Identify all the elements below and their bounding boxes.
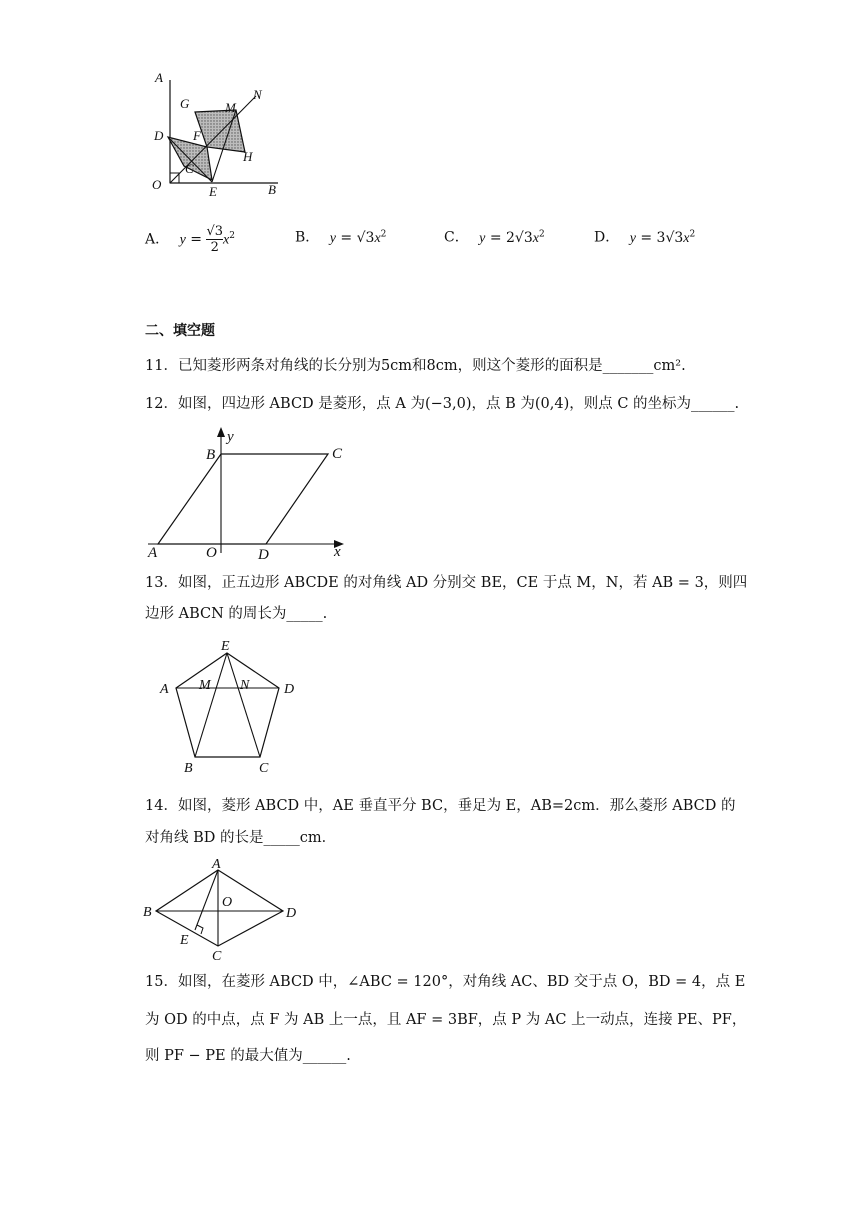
q13-label-N: N <box>240 678 250 693</box>
q15-text-line3: 则 PF − PE 的最大值为______. <box>145 1048 351 1064</box>
q14-label-C: C <box>212 949 222 964</box>
q10-option-a-formula: y = $\frac{√3}{2}$ $x^2$ <box>179 224 235 255</box>
q10-option-d-formula: $y = 3√3x^2$ <box>629 229 696 246</box>
q10-label-D: D <box>154 128 164 143</box>
q13-label-D: D <box>284 682 295 697</box>
q10-label-A: A <box>155 70 163 85</box>
q14-label-E: E <box>180 933 189 948</box>
q12-label-O: O <box>206 545 217 561</box>
q10-option-c-letter: C． <box>444 229 469 246</box>
q10-label-H: H <box>243 149 253 164</box>
q13-label-B: B <box>184 761 193 776</box>
q10-label-O: O <box>152 177 162 192</box>
q10-label-B: B <box>268 182 276 197</box>
q12-label-C: C <box>332 446 343 462</box>
q12-label-A: A <box>148 545 158 561</box>
q10-label-E: E <box>209 184 217 199</box>
q13-text-line2: 边形 ABCN 的周长为_____. <box>145 606 328 622</box>
q10-option-b-letter: B． <box>295 229 320 246</box>
q10-label-M: M <box>225 100 236 115</box>
q10-option-b-formula: $y = √3x^2$ <box>329 229 387 246</box>
q14-rhombus <box>156 870 283 946</box>
q12-label-x: x <box>334 544 341 560</box>
q14-label-A: A <box>212 857 221 872</box>
q13-label-M: M <box>199 678 211 693</box>
q13-label-E: E <box>221 639 230 654</box>
q14-label-D: D <box>286 906 297 921</box>
q14-label-O: O <box>222 895 233 910</box>
q10-option-d-letter: D． <box>594 229 620 246</box>
q14-text-line1: 14．如图，菱形 ABCD 中，AE 垂直平分 BC，垂足为 E，AB=2cm．那么菱形 ABCD 的 <box>145 798 736 814</box>
q11-text: 11．已知菱形两条对角线的长分别为5cm和8cm，则这个菱形的面积是_______cm². <box>145 358 686 374</box>
q14-right-angle <box>197 925 203 934</box>
q12-label-D: D <box>258 547 269 563</box>
q10-label-G: G <box>180 96 190 111</box>
q10-label-F: F <box>193 128 201 143</box>
q12-label-B: B <box>206 447 216 463</box>
q10-label-N: N <box>253 87 262 102</box>
q12-text: 12．如图，四边形 ABCD 是菱形，点 A 为(−3,0)，点 B 为(0,4)，则点 C 的坐标为______. <box>145 396 740 412</box>
q15-text-line1: 15．如图，在菱形 ABCD 中，∠ABC = 120°，对角线 AC、BD 交于点 O，BD = 4，点 E <box>145 974 746 990</box>
q13-label-C: C <box>259 761 269 776</box>
q14-line-ae <box>195 870 218 930</box>
q14-text-line2: 对角线 BD 的长是_____cm． <box>145 830 337 846</box>
q10-option-c-formula: $y = 2√3x^2$ <box>479 229 545 246</box>
q13-label-A: A <box>160 682 169 697</box>
q10-option-a-letter: A． <box>145 231 170 248</box>
q14-label-B: B <box>143 905 152 920</box>
q10-label-C: C <box>185 161 194 176</box>
section-title: 二、填空题 <box>145 323 215 339</box>
q15-text-line2: 为 OD 的中点，点 F 为 AB 上一点，且 AF = 3BF，点 P 为 AC 上一动点，连接 PE、PF， <box>145 1012 747 1028</box>
q12-label-y: y <box>227 429 234 445</box>
q13-text-line1: 13．如图，正五边形 ABCDE 的对角线 AD 分别交 BE，CE 于点 M，N，若 AB = 3，则四 <box>145 575 748 591</box>
